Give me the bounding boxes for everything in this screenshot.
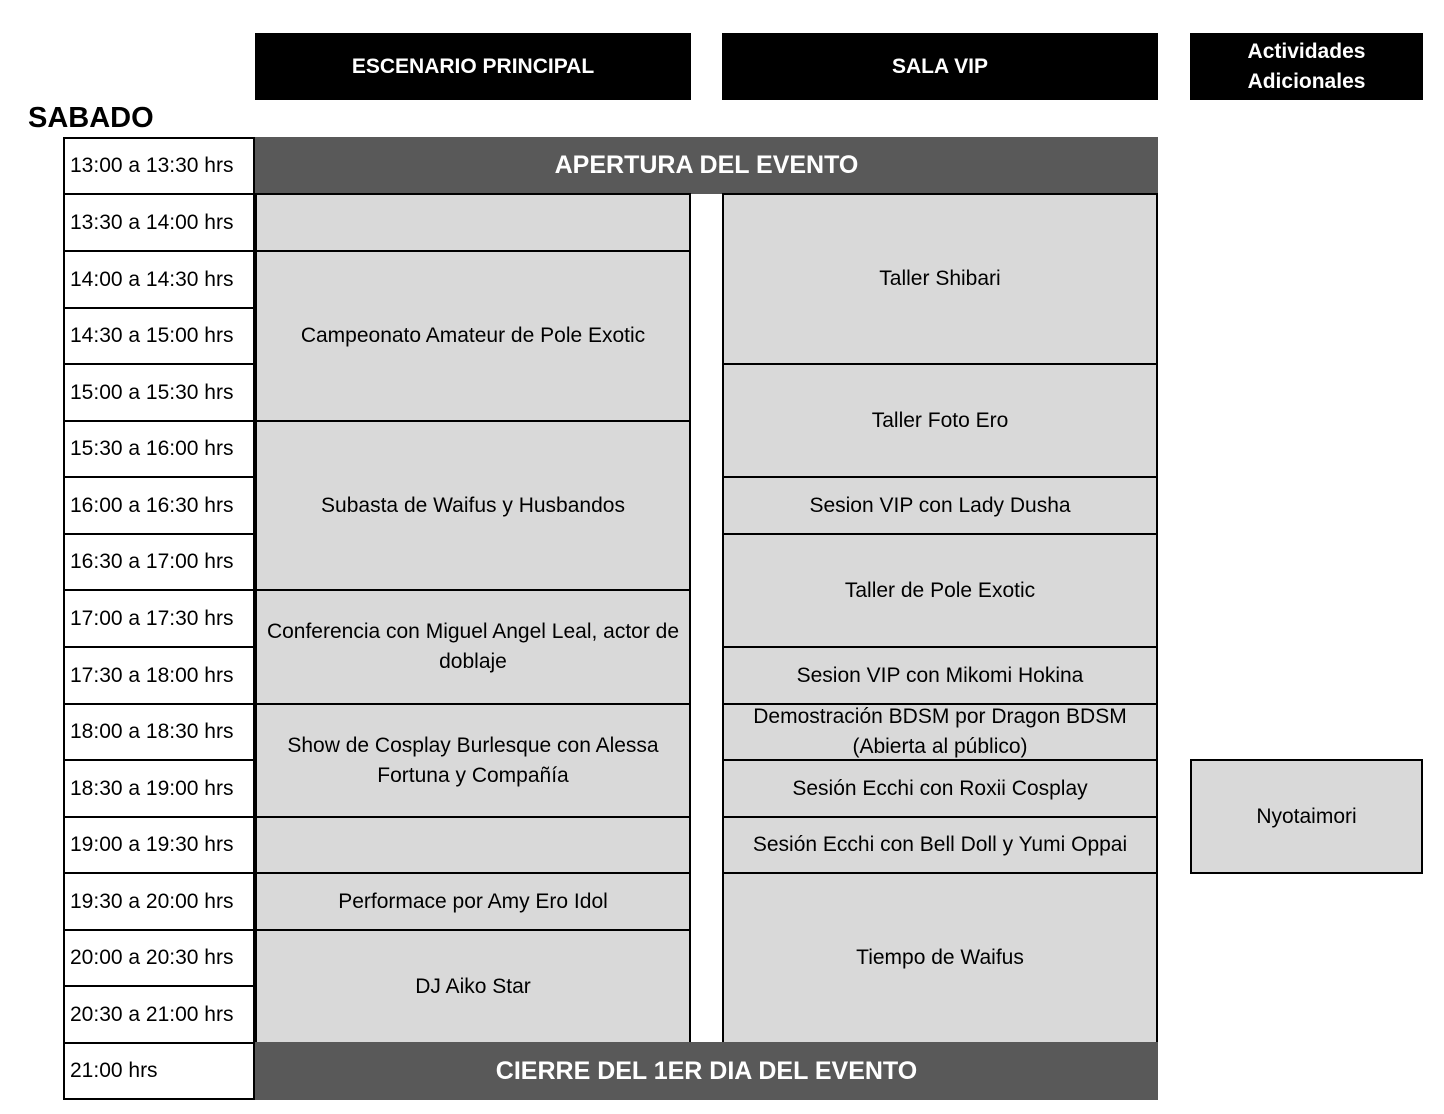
- vip-event: [722, 816, 1158, 874]
- time-label: 16:30 a 17:00 hrs: [70, 550, 234, 573]
- time-label: 20:30 a 21:00 hrs: [70, 1002, 234, 1026]
- time-slot: [63, 759, 255, 818]
- main-stage-empty-slot: [255, 193, 691, 252]
- time-slot: [63, 1042, 255, 1100]
- closing-band: [255, 1042, 1158, 1100]
- closing-label: CIERRE DEL 1ER DIA DEL EVENTO: [495, 1056, 918, 1085]
- time-label: 13:30 a 14:00 hrs: [70, 210, 234, 234]
- time-slot: [63, 646, 255, 705]
- event-label: Sesión Ecchi con Bell Doll y Yumi Oppai: [752, 833, 1128, 856]
- time-label: 21:00 hrs: [70, 1059, 158, 1082]
- time-label: 14:00 a 14:30 hrs: [70, 267, 234, 291]
- time-slot: [63, 533, 255, 591]
- opening-label: APERTURA DEL EVENTO: [554, 151, 859, 179]
- time-label: 20:00 a 20:30 hrs: [70, 946, 234, 969]
- time-slot: [63, 137, 255, 195]
- time-slot: [63, 872, 255, 931]
- time-label: 18:00 a 18:30 hrs: [70, 720, 234, 743]
- event-label: Performace por Amy Ero Idol: [338, 889, 608, 913]
- time-slot: [63, 476, 255, 535]
- time-label: 14:30 a 15:00 hrs: [70, 324, 234, 347]
- header-extra-activities: [1190, 33, 1423, 100]
- main-stage-event: [255, 250, 691, 422]
- event-label: Conferencia con Miguel Angel Leal, actor de doblaje: [266, 620, 680, 673]
- time-label: 15:30 a 16:00 hrs: [70, 437, 234, 460]
- vip-event: [722, 193, 1158, 365]
- time-label: 17:00 a 17:30 hrs: [70, 606, 234, 630]
- header-extra-line2: Adicionales: [1247, 69, 1366, 93]
- header-vip-room-label: SALA VIP: [891, 54, 989, 78]
- main-stage-empty-slot: [255, 816, 691, 874]
- time-slot: [63, 703, 255, 761]
- event-label: Sesión Ecchi con Roxii Cosplay: [792, 776, 1088, 800]
- event-label: Taller Foto Ero: [871, 408, 1009, 432]
- vip-event: [722, 646, 1158, 705]
- time-slot: [63, 250, 255, 309]
- main-stage-event: [255, 872, 691, 931]
- time-slot: [63, 929, 255, 987]
- event-label: Nyotaimori: [1256, 804, 1357, 828]
- event-label: Demostración BDSM por Dragon BDSM (Abierta al público): [753, 705, 1127, 758]
- vip-event: [722, 363, 1158, 478]
- event-label: Taller de Pole Exotic: [844, 578, 1036, 602]
- vip-event: [722, 476, 1158, 535]
- main-stage-event: [255, 703, 691, 818]
- event-label: Sesion VIP con Mikomi Hokina: [796, 663, 1084, 687]
- time-slot: [63, 363, 255, 422]
- time-label: 15:00 a 15:30 hrs: [70, 380, 234, 404]
- time-label: 17:30 a 18:00 hrs: [70, 663, 234, 687]
- opening-band: [255, 137, 1158, 194]
- time-label: 13:00 a 13:30 hrs: [70, 154, 234, 177]
- header-main-stage-label: ESCENARIO PRINCIPAL: [351, 54, 595, 78]
- event-label: Show de Cosplay Burlesque con Alessa Fortuna y Compañía: [287, 733, 659, 787]
- header-vip-room: [722, 33, 1158, 100]
- time-label: 19:00 a 19:30 hrs: [70, 833, 234, 856]
- time-label: 16:00 a 16:30 hrs: [70, 493, 234, 517]
- vip-event: [722, 759, 1158, 818]
- event-label: Sesion VIP con Lady Dusha: [809, 493, 1071, 517]
- day-label: SABADO: [28, 102, 154, 134]
- main-stage-event: [255, 929, 691, 1044]
- vip-event: [722, 872, 1158, 1044]
- time-slot: [63, 985, 255, 1044]
- event-label: Campeonato Amateur de Pole Exotic: [300, 324, 646, 347]
- event-label: Subasta de Waifus y Husbandos: [321, 493, 625, 517]
- time-slot: [63, 193, 255, 252]
- time-label: 18:30 a 19:00 hrs: [70, 776, 234, 800]
- main-stage-event: [255, 420, 691, 591]
- event-label: Taller Shibari: [879, 267, 1001, 290]
- vip-event: [722, 533, 1158, 648]
- main-stage-event: [255, 589, 691, 705]
- extra-event: [1190, 759, 1423, 874]
- time-slot: [63, 420, 255, 478]
- time-slot: [63, 589, 255, 648]
- time-slot: [63, 307, 255, 365]
- header-main-stage: [255, 33, 691, 100]
- header-extra-line1: Actividades: [1247, 39, 1366, 63]
- time-slot: [63, 816, 255, 874]
- event-label: Tiempo de Waifus: [856, 946, 1024, 969]
- vip-event: [722, 703, 1158, 761]
- event-label: DJ Aiko Star: [415, 974, 531, 998]
- time-label: 19:30 a 20:00 hrs: [70, 889, 234, 913]
